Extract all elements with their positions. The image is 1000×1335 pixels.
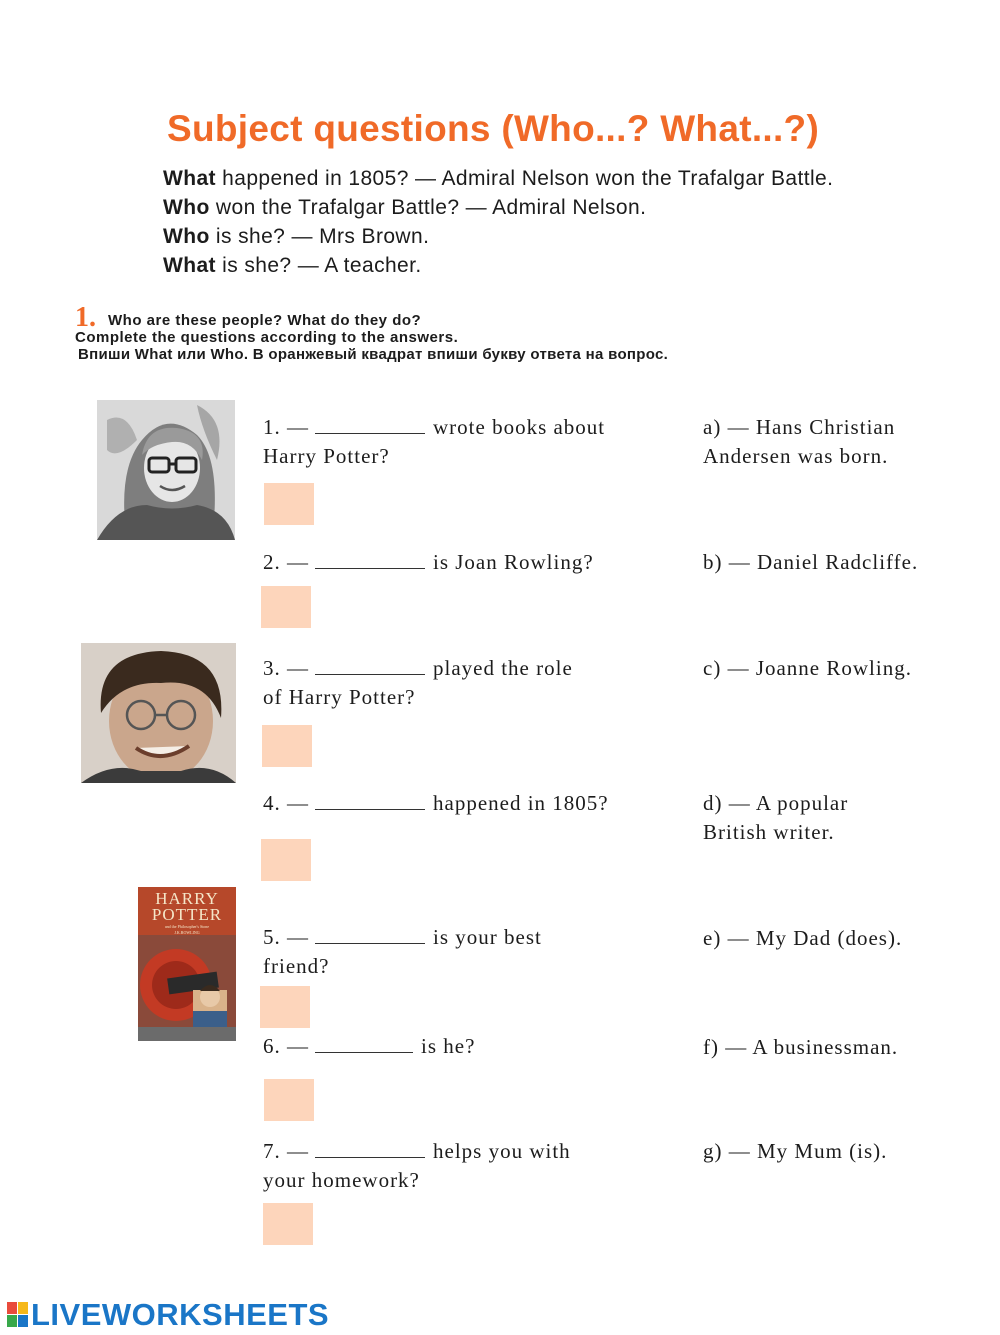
answer-option-a-line-2: Andersen was born.	[703, 444, 889, 468]
answer-box-6[interactable]	[264, 1079, 314, 1121]
question-1	[263, 413, 605, 442]
example-text: happened in 1805? — Admiral Nelson won the Trafalgar Battle.	[215, 167, 834, 190]
book-title-line-2: POTTER	[151, 905, 223, 924]
task-instruction-1: Who are these people? What do they do?	[108, 312, 422, 329]
question-number: 4. —	[263, 791, 309, 815]
liveworksheets-logo	[7, 1297, 329, 1333]
answer-box-1[interactable]	[264, 483, 314, 525]
answer-option-c: c) — Joanne Rowling.	[703, 656, 912, 680]
book-cover-illustration	[138, 935, 236, 1041]
question-7-line-2: your homework?	[263, 1168, 420, 1192]
question-number: 2. —	[263, 550, 309, 574]
example-line	[163, 164, 833, 193]
example-keyword: Who	[163, 196, 210, 219]
question-number: 7. —	[263, 1139, 309, 1163]
question-text: happened in 1805?	[433, 791, 609, 815]
question-5-line-2: friend?	[263, 954, 330, 978]
question-text: wrote books about	[433, 415, 606, 439]
question-1-line-2: Harry Potter?	[263, 444, 390, 468]
question-text: is he?	[421, 1034, 476, 1058]
question-3	[263, 654, 573, 683]
book-subtitle: and the Philosopher's Stone	[164, 924, 210, 929]
answer-option-d: d) — A popular	[703, 791, 849, 815]
question-blank[interactable]	[315, 657, 425, 675]
book-author: J.K.ROWLING	[174, 930, 200, 935]
book-title-line-1: HARRY	[155, 889, 219, 908]
question-number: 1. —	[263, 415, 309, 439]
liveworksheets-logo-text: LIVEWORKSHEETS	[31, 1297, 330, 1332]
question-blank[interactable]	[315, 1140, 425, 1158]
harry-potter-book-cover	[138, 887, 236, 1041]
task-instruction-2: Complete the questions according to the answers.	[75, 329, 459, 346]
question-text: played the role	[433, 656, 573, 680]
radcliffe-photo	[81, 643, 236, 783]
question-blank[interactable]	[315, 416, 425, 434]
question-text: is Joan Rowling?	[433, 550, 594, 574]
question-7	[263, 1137, 571, 1166]
answer-box-3[interactable]	[262, 725, 312, 767]
radcliffe-portrait-image	[81, 643, 236, 783]
rowling-photo	[97, 400, 235, 540]
question-4	[263, 789, 609, 818]
answer-option-d-line-2: British writer.	[703, 820, 835, 844]
answer-option-f: f) — A businessman.	[703, 1035, 899, 1059]
example-text: is she? — Mrs Brown.	[209, 225, 430, 248]
question-number: 5. —	[263, 925, 309, 949]
question-text: is your best	[433, 925, 542, 949]
answer-box-2[interactable]	[261, 586, 311, 628]
answer-option-b: b) — Daniel Radcliffe.	[703, 550, 919, 574]
question-blank[interactable]	[315, 1035, 413, 1053]
answer-option-g: g) — My Mum (is).	[703, 1139, 888, 1163]
answer-option-a: a) — Hans Christian	[703, 415, 896, 439]
example-line	[163, 251, 833, 280]
example-keyword: What	[163, 254, 216, 277]
answer-option-e: e) — My Dad (does).	[703, 926, 903, 950]
example-keyword: Who	[163, 225, 210, 248]
question-blank[interactable]	[315, 926, 425, 944]
example-line	[163, 222, 833, 251]
answer-box-4[interactable]	[261, 839, 311, 881]
liveworksheets-logo-icon	[7, 1302, 29, 1328]
example-text: is she? — A teacher.	[215, 254, 422, 277]
page-title: Subject questions (Who...? What...?)	[167, 108, 820, 149]
example-line	[163, 193, 833, 222]
task-instruction-3: Впиши What или Who. В оранжевый квадрат впиши букву ответа на вопрос.	[78, 346, 669, 363]
answer-box-7[interactable]	[263, 1203, 313, 1245]
task-number: 1.	[75, 302, 96, 333]
example-text: won the Trafalgar Battle? — Admiral Nelson.	[209, 196, 647, 219]
question-3-line-2: of Harry Potter?	[263, 685, 416, 709]
answer-box-5[interactable]	[260, 986, 310, 1028]
question-number: 3. —	[263, 656, 309, 680]
question-2	[263, 548, 594, 577]
grammar-examples	[163, 164, 833, 280]
question-text: helps you with	[433, 1139, 571, 1163]
question-5	[263, 923, 542, 952]
question-blank[interactable]	[315, 551, 425, 569]
question-number: 6. —	[263, 1034, 309, 1058]
rowling-portrait-image	[97, 400, 235, 540]
question-blank[interactable]	[315, 792, 425, 810]
example-keyword: What	[163, 167, 216, 190]
question-6	[263, 1032, 475, 1061]
